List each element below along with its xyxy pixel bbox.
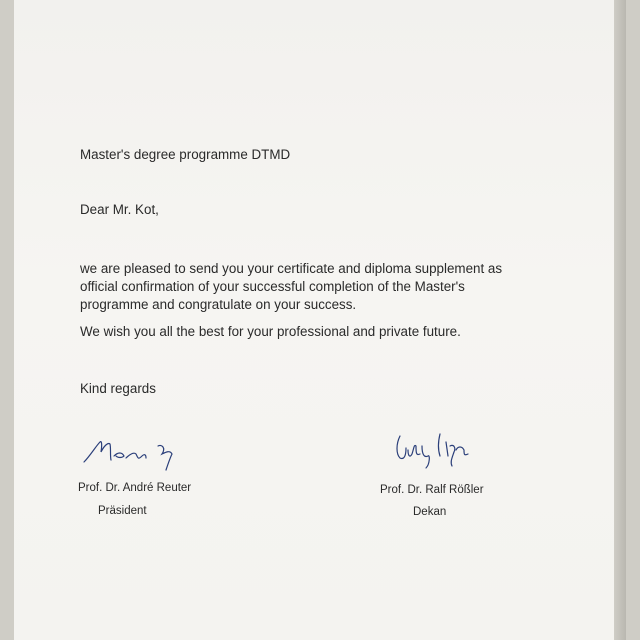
signatory-name-president: Prof. Dr. André Reuter (78, 482, 192, 494)
signature-president (80, 436, 190, 474)
signature-dean (392, 428, 482, 474)
body-line: official confirmation of your successful completion of the Master's (80, 279, 465, 294)
signatory-role-president: Präsident (98, 505, 147, 517)
letter-page (14, 0, 626, 640)
signatory-name-dean: Prof. Dr. Ralf Rößler (380, 484, 484, 496)
wish-paragraph: We wish you all the best for your professional and private future. (80, 324, 461, 339)
body-paragraph (80, 260, 502, 314)
salutation: Dear Mr. Kot, (80, 202, 159, 217)
closing: Kind regards (80, 381, 156, 396)
signatory-role-dean: Dekan (413, 506, 447, 518)
body-line: programme and congratulate on your success. (80, 297, 357, 312)
paper-edge-shadow (614, 0, 626, 640)
body-line: we are pleased to send you your certificate and diploma supplement as (80, 261, 503, 276)
subject-line: Master's degree programme DTMD (80, 147, 291, 162)
